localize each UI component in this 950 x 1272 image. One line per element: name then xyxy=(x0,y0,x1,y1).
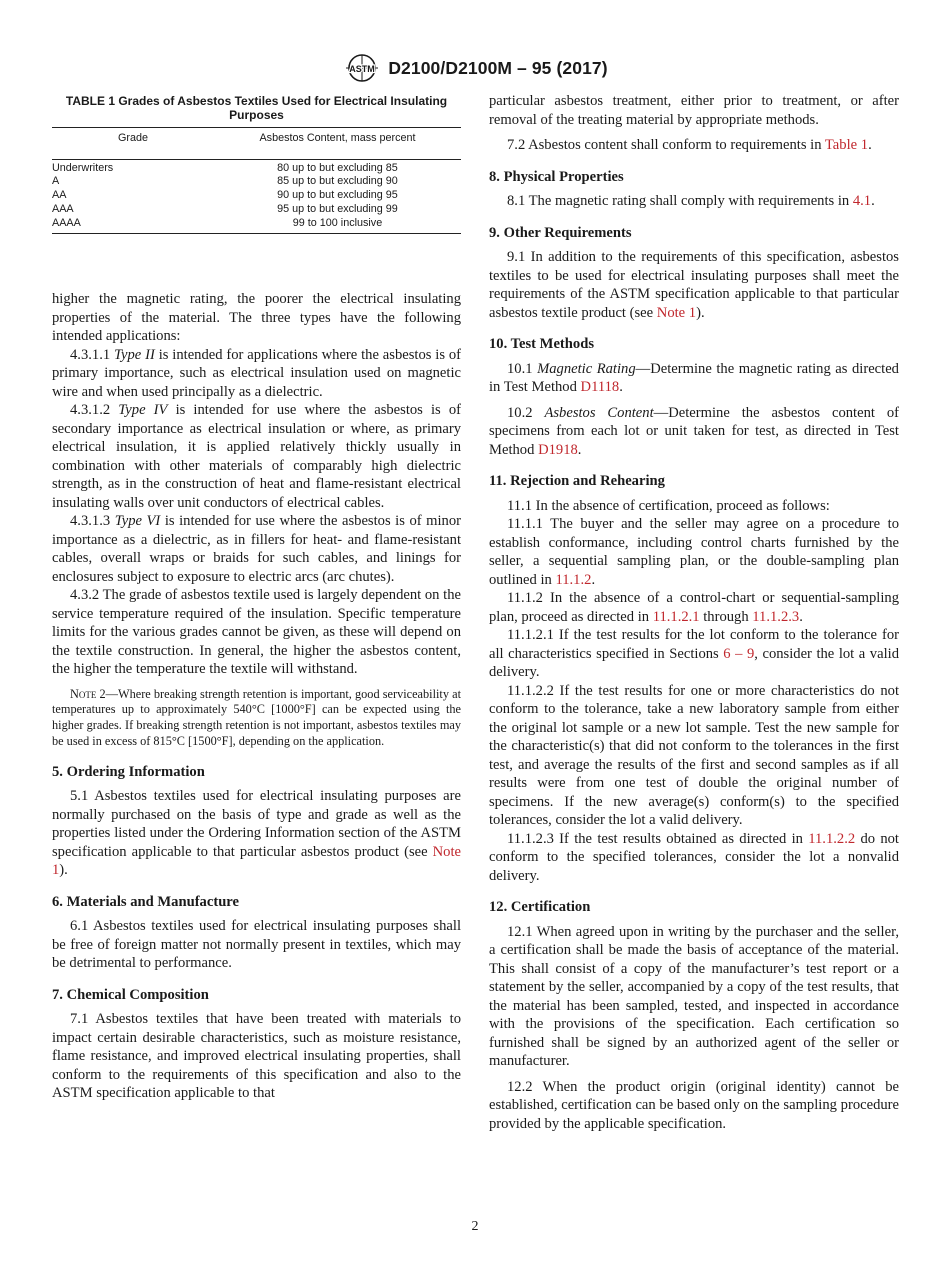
heading-section-7: 7. Chemical Composition xyxy=(52,986,209,1003)
heading-section-5: 5. Ordering Information xyxy=(52,763,205,780)
note-2: Note 2—Where breaking strength retention is important, good serviceability at temperatures up to approximately 540°C [1000°F] can be expected using the higher grades. If breaking strength retention is not important, asbestos textiles may be used in excess of 815°C [1500°F], depending on the application. xyxy=(52,686,461,748)
link-11-1-2-1[interactable]: 11.1.2.1 xyxy=(652,608,700,625)
paragraph-8-1: 8.1 The magnetic rating shall comply with requirements in 4.1. xyxy=(507,193,875,209)
table-cell-grade: Underwriters xyxy=(52,161,114,174)
table-cell-content: 99 to 100 inclusive xyxy=(292,216,383,229)
table-cell-grade: A xyxy=(52,175,60,188)
document-id: D2100/D2100M – 95 (2017) xyxy=(388,57,608,78)
table-body xyxy=(52,160,461,234)
paragraph-11-1-2-1: 11.1.2.1 If the test results for the lot conform to the tolerance for all characteristics specified in Sections 6 – 9, consider the lot a valid delivery. xyxy=(489,627,899,680)
paragraph-4-3-1-1: 4.3.1.1 Type II is intended for applications where the asbestos is of primary importance, such as electrical insulation used on magnetic wire and when used principally as a dielectric. xyxy=(52,346,462,400)
table-cell-grade: AAA xyxy=(52,202,74,215)
table-row xyxy=(52,189,461,203)
column-header-content: Asbestos Content, mass percent xyxy=(259,132,416,144)
link-4-1[interactable]: 4.1 xyxy=(852,193,872,209)
link-11-1-2[interactable]: 11.1.2 xyxy=(555,571,592,588)
paragraph-11-1-2: 11.1.2 In the absence of a control-chart or sequential-sampling plan, proceed as directed in 11.1.2.1 through 11.1.2.3. xyxy=(489,590,899,625)
link-note-1[interactable]: Note 1 xyxy=(52,843,461,879)
link-sections-6-9[interactable]: 6 – 9 xyxy=(723,645,755,662)
table-row xyxy=(52,175,461,189)
paragraph-11-1: 11.1 In the absence of certification, proceed as follows: xyxy=(507,497,830,514)
table-header-row xyxy=(52,128,461,159)
page-number: 2 xyxy=(471,1219,479,1234)
heading-section-10: 10. Test Methods xyxy=(489,336,595,352)
paragraph-9-1: 9.1 In addition to the requirements of this specification, asbestos textiles to be used for electrical insulating purposes shall meet the requirements of the ASTM specification applicable to that particular asbestos textile product (see Note 1). xyxy=(489,249,899,321)
table-cell-content: 80 up to but excluding 85 xyxy=(277,161,398,174)
logo-text: ASTM xyxy=(349,64,376,74)
paragraph-11-1-1: 11.1.1 The buyer and the seller may agree on a procedure to establish conformance, including control charts furnished by the seller, a sequential sampling plan, or the double-sampling plan outlined in 11.1.2. xyxy=(489,516,899,588)
link-table-1[interactable]: Table 1 xyxy=(824,137,869,153)
link-d1118[interactable]: D1118 xyxy=(580,379,620,395)
paragraph-11-1-2-3: 11.1.2.3 If the test results obtained as directed in 11.1.2.2 do not conform to the specified tolerances, consider the lot a nonvalid delivery. xyxy=(489,830,899,884)
paragraph-7-1-continued: particular asbestos treatment, either prior to treatment, or after removal of the treating material by appropriate methods. xyxy=(489,93,899,128)
table-cell-content: 95 up to but excluding 99 xyxy=(277,202,398,215)
heading-section-8: 8. Physical Properties xyxy=(489,168,624,185)
paragraph-6-1: 6.1 Asbestos textiles used for electrical insulating purposes shall be free of foreign matter not normally present in textiles, which may be detrimental to performance. xyxy=(52,918,461,972)
paragraph-10-1: 10.1 Magnetic Rating—Determine the magnetic rating as directed in Test Method D1118. xyxy=(489,360,899,395)
link-d1918[interactable]: D1918 xyxy=(538,441,578,458)
page-header xyxy=(0,52,950,84)
heading-section-12: 12. Certification xyxy=(489,899,591,915)
column-header-grade: Grade xyxy=(117,132,148,144)
table-cell-grade: AA xyxy=(52,189,67,202)
paragraph-4-3-2: 4.3.2 The grade of asbestos textile used is largely dependent on the service temperature required of the insulation. Specific temperature limits for the various grades cannot be given, as these will depend on the textile construction. In general, the higher the asbestos content, the higher the temperature the textile will withstand. xyxy=(52,587,461,678)
paragraph-11-1-2-2: 11.1.2.2 If the test results for one or more characteristics do not conform to the tolerance, take a new laboratory sample from either the original lot sample or a new lot sample. Test the new sample for the characteristic(s) that did not conform to the tolerances in the first test, and average the results of the first and second samples as if all results were from one test of double the original number of specimens. If the new average(s) conform(s) to the specified tolerances, consider the lot a valid delivery. xyxy=(489,682,899,828)
heading-section-6: 6. Materials and Manufacture xyxy=(52,893,239,910)
astm-logo-icon xyxy=(342,53,382,83)
right-column xyxy=(489,92,899,1133)
left-column xyxy=(52,92,461,1103)
link-11-1-2-3[interactable]: 11.1.2.3 xyxy=(752,608,800,625)
table-row xyxy=(52,203,461,217)
paragraph-5-1: 5.1 Asbestos textiles used for electrical insulating purposes are normally purchased on the basis of type and grade as well as the properties listed under the Ordering Information section of the ASTM specification applicable to that particular asbestos product (see Note 1). xyxy=(52,788,461,879)
paragraph-12-2: 12.2 When the product origin (original identity) cannot be established, certification can be based only on the sampling procedure provided by the applicable specification. xyxy=(489,1078,899,1132)
link-note-1[interactable]: Note 1 xyxy=(656,304,697,321)
table-1-title: TABLE 1 Grades of Asbestos Textiles Used for Electrical Insulating Purposes xyxy=(65,94,448,122)
paragraph-7-1: 7.1 Asbestos textiles that have been treated with materials to impact certain desirable characteristics, such as moisture resistance, flame resistance, and improved electrical insulating properties, shall conform to the requirements of this specification and also to the ASTM specification applicable to that xyxy=(52,1011,461,1102)
paragraph-4-3-1-continued: higher the magnetic rating, the poorer the electrical insulating properties of the material. The three types have the following intended applications: xyxy=(52,291,461,345)
table-row xyxy=(52,217,461,231)
paragraph-10-2: 10.2 Asbestos Content—Determine the asbestos content of specimens from each lot or unit taken for test, as directed in Test Method D1918. xyxy=(489,404,899,458)
paragraph-4-3-1-3: 4.3.1.3 Type VI is intended for use where the asbestos is of minor importance as a dielectric, as in fillers for heat- and flame-resistant cables, overall wraps or braids for such cables, and linings for enclosures subject to exposure to electric arcs (arc chutes). xyxy=(52,513,461,585)
heading-section-11: 11. Rejection and Rehearing xyxy=(489,473,665,489)
heading-section-9: 9. Other Requirements xyxy=(489,224,632,241)
table-row xyxy=(52,162,461,176)
paragraph-7-2: 7.2 Asbestos content shall conform to requirements in Table 1. xyxy=(507,137,872,153)
paragraph-4-3-1-2: 4.3.1.2 Type IV is intended for use where the asbestos is of secondary importance as electrical insulation or where, as primary electrical insulation, it is applied relatively thickly usually in combination with other materials of comparably high dielectric strength, as in the construction of heat and flame-resistant electrical insulating walls over unit conductors of electrical cables. xyxy=(52,402,461,511)
paragraph-12-1: 12.1 When agreed upon in writing by the purchaser and the seller, a certification shall be made the basis of acceptance of the material. This shall consist of a copy of the manufacturer’s test report or a statement by the seller, accompanied by a copy of the test results, that the material has been sampled, tested, and inspected in accordance with the provisions of the specification. Each certification so furnished shall be signed by an authorized agent of the seller or manufacturer. xyxy=(489,923,899,1069)
table-cell-content: 85 up to but excluding 90 xyxy=(277,175,398,188)
link-11-1-2-2[interactable]: 11.1.2.2 xyxy=(808,830,856,847)
table-1 xyxy=(52,94,461,234)
table-cell-content: 90 up to but excluding 95 xyxy=(277,189,398,202)
table-cell-grade: AAAA xyxy=(52,216,81,229)
